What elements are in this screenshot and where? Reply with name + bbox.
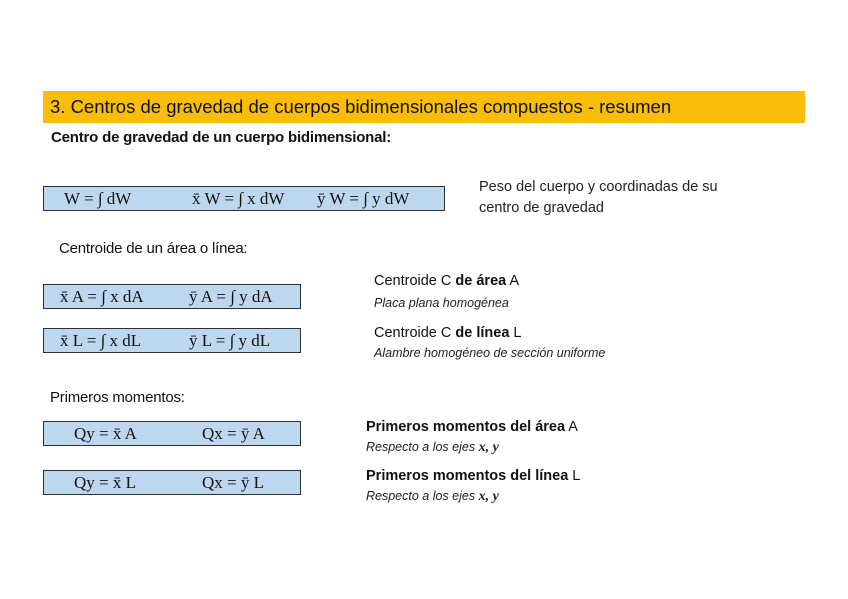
area-centroid-label: Centroide C de área A bbox=[374, 273, 520, 289]
line-moments-label: Primeros momentos del línea L bbox=[366, 468, 581, 484]
area-centroid-subtitle: Placa plana homogénea bbox=[374, 296, 509, 310]
line-moments-subtitle: Respecto a los ejes x, y bbox=[366, 489, 499, 504]
axes-xy-label: x, y bbox=[478, 489, 499, 504]
equation-box-area-centroid bbox=[43, 284, 301, 309]
area-moments-label: Primeros momentos del área A bbox=[366, 419, 578, 435]
equation-x-moment: x̄ W = ∫ x dW bbox=[192, 189, 285, 208]
heading-centroid: Centroide de un área o línea: bbox=[59, 240, 248, 257]
axes-xy-label: x, y bbox=[478, 440, 499, 455]
equation-box-line-centroid bbox=[43, 328, 301, 353]
equation-line-x: x̄ L = ∫ x dL bbox=[60, 331, 142, 350]
equation-qx-line: Qx = ȳ L bbox=[202, 473, 264, 492]
equation-box-line-moments bbox=[43, 470, 301, 495]
equation-area-x: x̄ A = ∫ x dA bbox=[60, 287, 144, 306]
area-moments-subtitle: Respecto a los ejes x, y bbox=[366, 440, 499, 455]
equation-area-y: ȳ A = ∫ y dA bbox=[189, 287, 273, 306]
equation-qy-area: Qy = x̄ A bbox=[74, 424, 137, 443]
heading-center-of-gravity: Centro de gravedad de un cuerpo bidimensional: bbox=[51, 129, 392, 146]
weight-description-line1: Peso del cuerpo y coordinadas de su bbox=[479, 179, 718, 195]
equation-y-moment: ȳ W = ∫ y dW bbox=[317, 189, 410, 208]
equation-line-y: ȳ L = ∫ y dL bbox=[189, 331, 271, 350]
heading-first-moments: Primeros momentos: bbox=[50, 389, 185, 406]
equation-box-area-moments bbox=[43, 421, 301, 446]
weight-description bbox=[479, 177, 718, 219]
equation-qy-line: Qy = x̄ L bbox=[74, 473, 136, 492]
equation-box-weight bbox=[43, 186, 445, 211]
line-centroid-subtitle: Alambre homogéneo de sección uniforme bbox=[374, 346, 606, 360]
section-title: 3. Centros de gravedad de cuerpos bidimensionales compuestos - resumen bbox=[43, 91, 805, 123]
equation-qx-area: Qx = ȳ A bbox=[202, 424, 265, 443]
equation-weight: W = ∫ dW bbox=[64, 189, 132, 208]
line-centroid-label: Centroide C de línea L bbox=[374, 325, 522, 341]
weight-description-line2: centro de gravedad bbox=[479, 200, 604, 216]
